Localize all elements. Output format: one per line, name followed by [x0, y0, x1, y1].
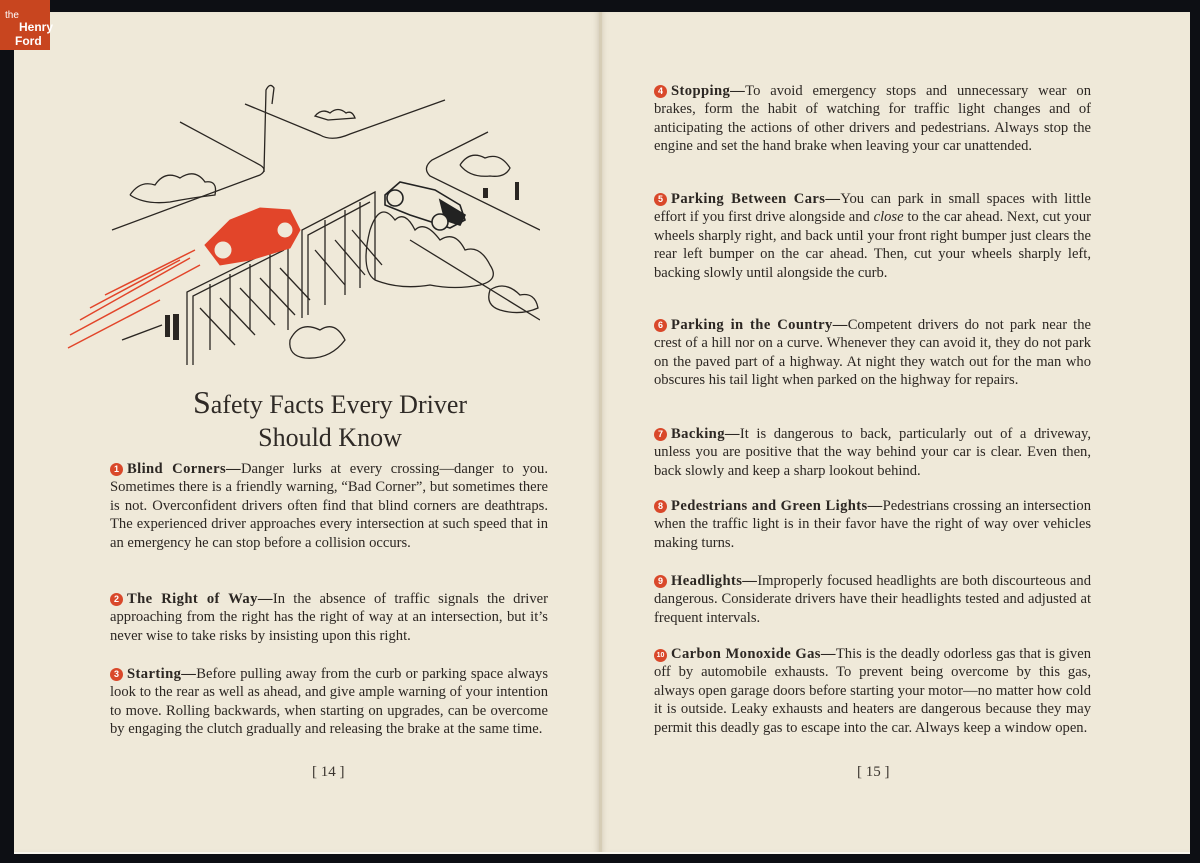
safety-item — [110, 590, 548, 645]
number-badge-icon: 9 — [654, 575, 667, 588]
safety-item — [110, 460, 548, 552]
speed-lines — [68, 250, 200, 348]
lamp-post — [264, 85, 274, 172]
title-line-1: afety Facts Every Driver — [210, 390, 468, 419]
number-badge-icon: 3 — [110, 668, 123, 681]
safety-item — [654, 497, 1091, 552]
number-badge-icon: 5 — [654, 193, 667, 206]
number-badge-icon: 8 — [654, 500, 667, 513]
item-text: Before pulling away from the curb or parking space always look to the rear as well as ahead, and give ample warning of your intention to move. Rolling backwards, when starting on upgrades, can be overcome by engaging the clutch gradually and releasing the brake at the same time. — [110, 666, 548, 738]
item-text: It is dangerous to back, particularly out of a driveway, unless you are positive that the way behind your car is clear. Even then, back slowly and keep a sharp lookout behind. — [654, 426, 1091, 479]
henry-ford-logo — [0, 0, 54, 50]
safety-item — [654, 190, 1091, 282]
page-number-right: [ 15 ] — [857, 764, 890, 780]
red-car — [205, 208, 300, 265]
page-number-left: [ 14 ] — [312, 764, 345, 780]
item-text: Danger lurks at every crossing—danger to you. Sometimes there is a friendly warning, “Bad Corner”, but sometimes there is not. Overconfident drivers often find that blind corners are deathtraps. The experienced driver approaches every intersection at such speed that in an emergency he can stop before a collision occurs. — [110, 461, 548, 551]
item-text: Competent drivers do not park near the crest of a hill nor on a curve. Whenever they can avoid it, they do not park on the paved part of a highway. At night they watch out for the man who obscures his tail light when parked on the highway for repairs. — [654, 317, 1091, 389]
logo-text-ford: Ford — [15, 34, 42, 48]
item-heading: Headlights— — [671, 573, 758, 589]
sidewalk-left — [122, 325, 162, 340]
item-text: To avoid emergency stops and unnecessary wear on brakes, form the habit of watching for traffic light changes and of anticipating the actions of other drivers and pedestrians. Always stop the engine and set the hand brake when leaving your car unattended. — [654, 83, 1091, 155]
safety-item — [654, 82, 1091, 156]
safety-item — [654, 425, 1091, 480]
item-text: Improperly focused headlights are both discourteous and dangerous. Considerate drivers have their headlights tested and adjusted at frequent intervals. — [654, 573, 1091, 626]
item-text: Pedestrians crossing an intersection when the traffic light is in their favor have the right of way over vehicles making turns. — [654, 498, 1091, 551]
black-car — [385, 182, 465, 230]
intersection-illustration — [60, 80, 540, 370]
item-heading: Parking Between Cars— — [671, 191, 841, 207]
item-heading: Blind Corners— — [127, 461, 242, 477]
safety-item — [654, 645, 1091, 737]
logo-text-henry: Henry — [19, 20, 54, 34]
item-heading: The Right of Way— — [127, 591, 273, 607]
number-badge-icon: 10 — [654, 649, 667, 662]
number-badge-icon: 1 — [110, 463, 123, 476]
item-text-italic: close — [873, 209, 904, 226]
street-curb-left — [112, 122, 264, 230]
logo-text-the: the — [5, 10, 19, 21]
safety-item — [654, 316, 1091, 390]
safety-item — [654, 572, 1091, 627]
item-text: This is the deadly odorless gas that is given off by automobile exhausts. To prevent being overcome by this gas, always open garage doors before starting your motor—no matter how cold it is outside. Leaky exhausts and heaters are dangerous because they may permit this deadly gas to escape into the car. Always keep a window open. — [654, 646, 1092, 736]
book-spine — [599, 12, 602, 852]
safety-item — [110, 665, 548, 739]
item-heading: Parking in the Country— — [671, 317, 848, 333]
item-text: In the absence of traffic signals the driver approaching from the right has the right of way at an intersection, but it’s never wise to take risks by insisting upon this right. — [110, 591, 548, 644]
item-text: to the car ahead. Next, cut your wheels sharply right, and back until your front right bumper just clears the rear left bumper on the car ahead. Then, cut your wheels sharply left, backing slowly until alongside the curb. — [654, 209, 1091, 281]
item-text: You can park in small spaces with little effort if you first drive alongside and — [654, 191, 1091, 226]
title-initial: S — [192, 384, 211, 420]
street-curb-lower — [410, 240, 540, 320]
item-heading: Starting— — [127, 666, 197, 682]
title-line-2: Should Know — [258, 423, 402, 452]
item-heading: Pedestrians and Green Lights— — [671, 498, 883, 514]
item-heading: Stopping— — [671, 83, 746, 99]
item-heading: Carbon Monoxide Gas— — [671, 646, 836, 662]
item-heading: Backing— — [671, 426, 740, 442]
number-badge-icon: 2 — [110, 593, 123, 606]
number-badge-icon: 4 — [654, 85, 667, 98]
number-badge-icon: 6 — [654, 319, 667, 332]
page-title — [100, 386, 560, 454]
number-badge-icon: 7 — [654, 428, 667, 441]
